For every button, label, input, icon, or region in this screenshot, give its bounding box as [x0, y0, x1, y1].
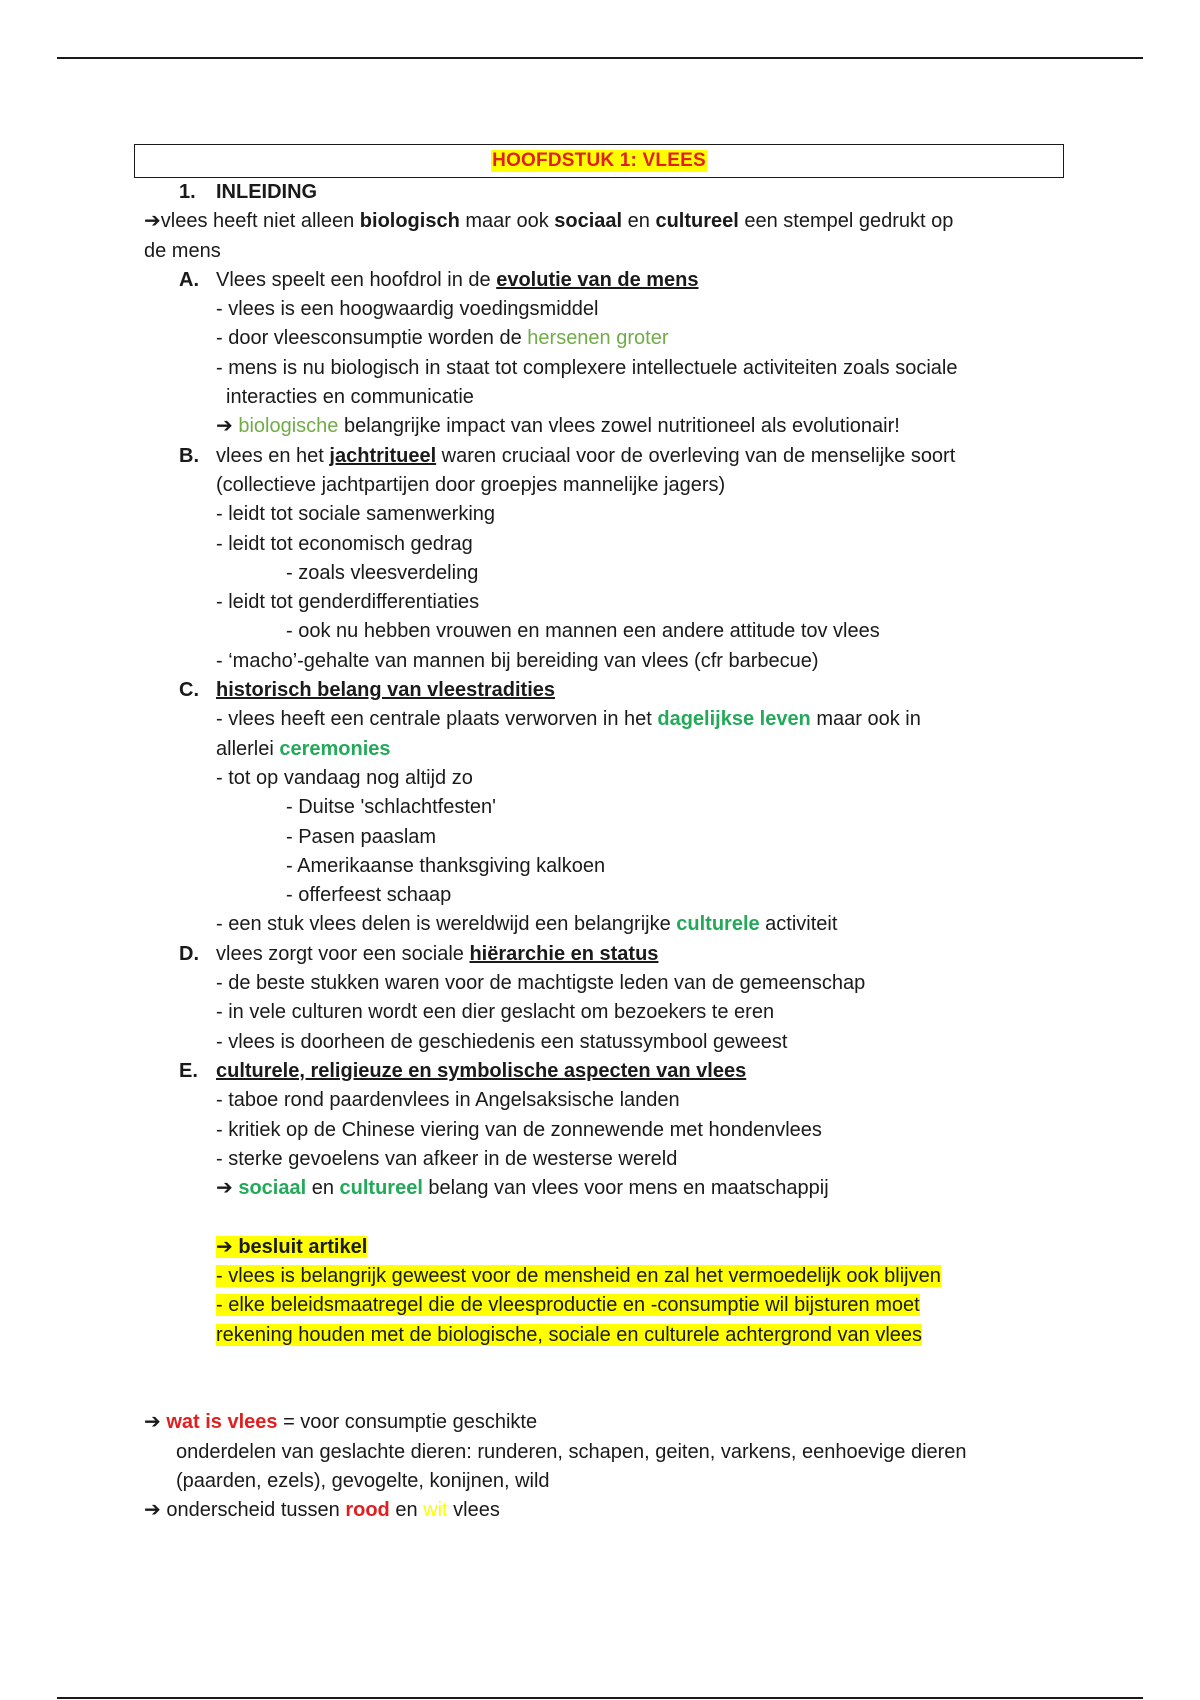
item-b-bullet-2-sub: - zoals vleesverdeling [286, 561, 479, 584]
item-d-bullet-2: - in vele culturen wordt een dier geslacht om bezoekers te eren [216, 1001, 775, 1024]
footer-rule [57, 1697, 1143, 1699]
item-a-bullet-2: - door vleesconsumptie worden de hersenen groter [216, 327, 669, 350]
item-c-heading: C. historisch belang van vleestradities [179, 679, 556, 702]
arrow-icon: ➔ [144, 210, 161, 233]
item-b-bullet-3: - leidt tot genderdifferentiaties [216, 591, 480, 614]
besluit-line-2: - elke beleidsmaatregel die de vleesproductie en -consumptie wil bijsturen moet [216, 1294, 920, 1317]
besluit-line-3: rekening houden met de biologische, sociale en culturele achtergrond van vlees [216, 1323, 923, 1346]
item-b-heading: B. vlees en het jachtritueel waren cruciaal voor de overleving van de menselijke soort [179, 444, 956, 467]
item-e-bullet-2: - kritiek op de Chinese viering van de zonnewende met hondenvlees [216, 1118, 822, 1141]
arrow-icon: ➔ [216, 415, 233, 438]
section-heading-inleiding: 1. INLEIDING [179, 181, 318, 203]
document-body [144, 178, 1064, 1526]
item-b-line-2: (collectieve jachtpartijen door groepjes mannelijke jagers) [216, 473, 726, 496]
item-a-bullet-3-cont: interacties en communicatie [226, 386, 474, 409]
item-a-heading: A. Vlees speelt een hoofdrol in de evolutie van de mens [179, 268, 699, 291]
item-a-bullet-1: - vlees is een hoogwaardig voedingsmiddel [216, 298, 599, 321]
arrow-icon: ➔ [216, 1177, 233, 1200]
item-b-bullet-2: - leidt tot economisch gedrag [216, 532, 473, 555]
item-d-bullet-1: - de beste stukken waren voor de machtigste leden van de gemeenschap [216, 972, 866, 995]
definition-line-3: (paarden, ezels), gevogelte, konijnen, wild [176, 1470, 550, 1493]
item-e-bullet-3: - sterke gevoelens van afkeer in de westerse wereld [216, 1147, 678, 1170]
item-b-bullet-1: - leidt tot sociale samenwerking [216, 503, 496, 526]
item-c-sub-2: - Pasen paaslam [286, 825, 437, 848]
item-b-bullet-3-sub: - ook nu hebben vrouwen en mannen een andere attitude tov vlees [286, 620, 880, 643]
item-e-heading: E. culturele, religieuze en symbolische aspecten van vlees [179, 1059, 747, 1082]
item-d-bullet-3: - vlees is doorheen de geschiedenis een statussymbool geweest [216, 1030, 788, 1053]
item-a-conclusion: ➔ biologische belangrijke impact van vlees zowel nutritioneel als evolutionair! [216, 415, 900, 438]
item-c-bullet-1: - vlees heeft een centrale plaats verworven in het dagelijkse leven maar ook in [216, 708, 921, 731]
chapter-title-box [134, 144, 1064, 178]
item-c-bullet-3: - een stuk vlees delen is wereldwijd een belangrijke culturele activiteit [216, 913, 838, 936]
arrow-icon: ➔ [144, 1499, 161, 1522]
item-e-bullet-1: - taboe rond paardenvlees in Angelsaksische landen [216, 1089, 680, 1112]
item-c-bullet-1-cont: allerlei ceremonies [216, 737, 391, 760]
header-rule [57, 57, 1143, 59]
item-c-sub-4: - offerfeest schaap [286, 884, 452, 907]
item-a-bullet-3: - mens is nu biologisch in staat tot complexere intellectuele activiteiten zoals sociale [216, 356, 958, 379]
item-d-heading: D. vlees zorgt voor een sociale hiërarchie en status [179, 942, 659, 965]
definition-line-1: ➔ wat is vlees = voor consumptie geschikte [144, 1411, 538, 1434]
definition-line-2: onderdelen van geslachte dieren: runderen, schapen, geiten, varkens, eenhoevige dieren [176, 1440, 967, 1463]
distinction-line: ➔ onderscheid tussen rood en wit vlees [144, 1499, 500, 1522]
besluit-line-1: - vlees is belangrijk geweest voor de mensheid en zal het vermoedelijk ook blijven [216, 1264, 941, 1287]
item-e-conclusion: ➔ sociaal en cultureel belang van vlees voor mens en maatschappij [216, 1177, 829, 1200]
item-c-sub-1: - Duitse 'schlachtfesten' [286, 796, 496, 819]
arrow-icon: ➔ [144, 1411, 161, 1434]
item-b-bullet-4: - ‘macho’-gehalte van mannen bij bereiding van vlees (cfr barbecue) [216, 649, 819, 672]
item-c-bullet-2: - tot op vandaag nog altijd zo [216, 766, 473, 789]
arrow-icon: ➔ [216, 1235, 233, 1258]
item-c-sub-3: - Amerikaanse thanksgiving kalkoen [286, 854, 606, 877]
intro-line-1: ➔vlees heeft niet alleen biologisch maar ook sociaal en cultureel een stempel gedrukt op [144, 210, 954, 233]
intro-line-2: de mens [144, 239, 221, 262]
chapter-title: HOOFDSTUK 1: VLEES [492, 150, 706, 171]
besluit-heading: ➔ besluit artikel [216, 1235, 368, 1258]
